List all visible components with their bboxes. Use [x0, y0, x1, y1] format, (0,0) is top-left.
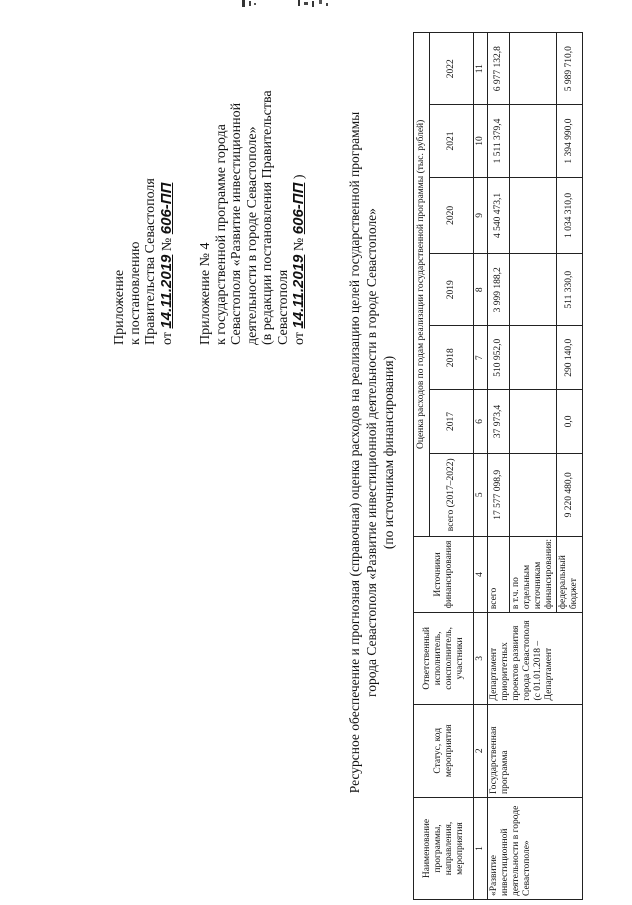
attachment-block: [112, 178, 175, 345]
appendix-line3: Севастополя «Развитие инвестиционной: [229, 102, 244, 345]
value-cell: 37 973,4: [488, 390, 510, 454]
appendix-date-line: [291, 90, 308, 345]
appendix-line6: Севастополя: [275, 269, 291, 345]
header-year: 2019: [430, 254, 474, 326]
attachment-date: 14.11.2019: [157, 254, 175, 329]
value-cell: [510, 177, 557, 253]
header-year: 2022: [430, 33, 474, 105]
appendix-date: 14.11.2019: [290, 254, 307, 329]
program-status-cell: Государственная программа: [488, 704, 583, 797]
title-line2: города Севастополя «Развитие инвестиционной деятельности в городе Севастополе»: [364, 208, 379, 697]
value-cell: 17 577 098,9: [488, 453, 510, 536]
appendix-block: [198, 90, 308, 345]
value-cell: 510 952,0: [488, 326, 510, 390]
value-cell: 9 220 480,0: [557, 453, 583, 536]
document-title: [346, 0, 397, 905]
value-cell: [510, 390, 557, 454]
source-cell: в т.ч. по отдельным источникам финансирования:: [510, 536, 557, 612]
value-cell: 1 511 379,4: [488, 105, 510, 177]
header-year: 2018: [430, 326, 474, 390]
value-cell: [510, 453, 557, 536]
col-number: 2: [474, 704, 488, 797]
attachment-line2: к постановлению: [127, 241, 143, 345]
value-cell: 1 394 990,0: [557, 105, 583, 177]
attachment-line3: Правительства Севастополя: [143, 178, 158, 345]
value-cell: [510, 254, 557, 326]
col-number: 6: [474, 390, 488, 454]
attachment-line1: Приложение: [112, 269, 127, 345]
header-sources: Источники финансирования: [414, 536, 474, 612]
header-estimate: Оценка расходов по годам реализации государственной программы (тыс. рублей): [414, 33, 430, 537]
header-status: Статус, код мероприятия: [414, 704, 474, 797]
col-number: 10: [474, 105, 488, 177]
header-year: 2020: [430, 177, 474, 253]
value-cell: 4 540 473,1: [488, 177, 510, 253]
appendix-line5: (в редакции постановления Правительства: [260, 90, 275, 345]
program-name-cell: «Развитие инвестиционной деятельности в городе Севастополе»: [488, 798, 583, 900]
header-year: 2021: [430, 105, 474, 177]
appendix-date-prefix: от: [292, 332, 307, 345]
table-row-total: [488, 33, 510, 900]
header-executor: Ответственный исполнитель, соисполнитель, участники: [414, 613, 474, 704]
col-number: 1: [474, 798, 488, 900]
col-number: 8: [474, 254, 488, 326]
title-line1: Ресурсное обеспечение и прогнозная (справочная) оценка расходов на реализацию целей государственной программы: [347, 111, 362, 794]
value-cell: [510, 33, 557, 105]
header-name: Наименование программы, направления, мероприятия: [414, 798, 474, 900]
value-cell: 3 999 188,2: [488, 254, 510, 326]
col-number: 9: [474, 177, 488, 253]
title-line3: (по источникам финансирования): [381, 355, 396, 550]
value-cell: [510, 326, 557, 390]
header-row-1: [414, 33, 430, 900]
appendix-close-paren: ): [292, 174, 307, 180]
value-cell: 1 034 310,0: [557, 177, 583, 253]
source-cell: всего: [488, 536, 510, 612]
col-number: 5: [474, 453, 488, 536]
financing-table: [413, 32, 583, 900]
value-cell: 0,0: [557, 390, 583, 454]
appendix-number: 606-ПП: [290, 182, 307, 235]
value-cell: 290 140,0: [557, 326, 583, 390]
value-cell: 5 989 710,0: [557, 33, 583, 105]
attachment-date-line: [159, 178, 176, 345]
appendix-number-prefix: №: [292, 237, 307, 252]
source-cell: федеральный бюджет: [557, 536, 583, 612]
col-number: 4: [474, 536, 488, 612]
value-cell: 6 977 132,8: [488, 33, 510, 105]
appendix-line4: деятельности в городе Севастополе»: [244, 126, 260, 345]
attachment-number: 606-ПП: [157, 182, 175, 235]
value-cell: [510, 105, 557, 177]
header-total: всего (2017–2022): [430, 453, 474, 536]
header-year: 2017: [430, 390, 474, 454]
col-number: 3: [474, 613, 488, 704]
appendix-line1: Приложение № 4: [198, 242, 213, 345]
value-cell: 511 330,0: [557, 254, 583, 326]
column-number-row: [474, 33, 488, 900]
executor-cell: Департамент приоритетных проектов развития города Севастополя (с 01.01.2018 – Департамент: [488, 613, 583, 704]
attachment-date-prefix: от: [159, 332, 175, 345]
appendix-line2: к государственной программе города: [213, 124, 229, 345]
col-number: 11: [474, 33, 488, 105]
col-number: 7: [474, 326, 488, 390]
attachment-number-prefix: №: [159, 237, 175, 252]
